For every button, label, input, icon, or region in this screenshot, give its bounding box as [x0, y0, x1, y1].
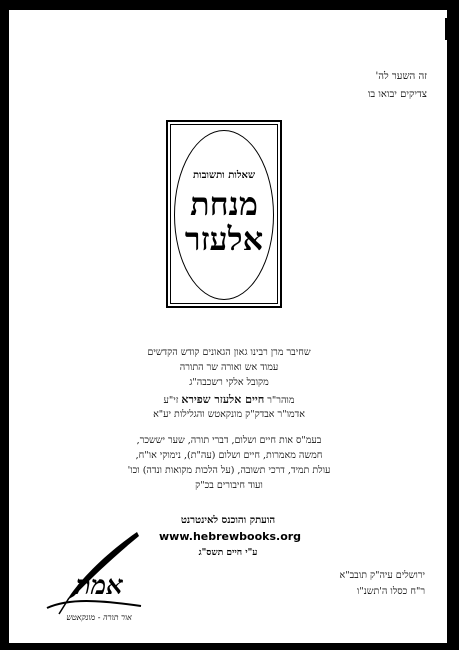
page-edge-mark: [445, 18, 448, 40]
works-line-4: ועוד חיבורים בכ"ק: [195, 480, 263, 491]
logo-text: אמת: [75, 571, 123, 601]
author-line-3: מקובל אלקי רשכבה"ג: [189, 377, 269, 388]
footer-date: ר"ח כסלו ה'תשנ"ו: [356, 586, 425, 597]
promo-line-3: ע"י חיים תשס"ג: [198, 548, 258, 558]
header-verse-line-1: זה השער לה': [375, 71, 427, 82]
author-line-4: [49, 393, 409, 407]
author-suffix: זי"ע: [163, 395, 179, 406]
author-name: חיים אלעזר שפירא: [181, 393, 265, 406]
book-title-page: [9, 10, 447, 643]
logo-caption: אור תורה - מונקאטש: [66, 613, 132, 622]
quill-nib-icon: [59, 598, 69, 614]
author-prefix: מוהר"ר: [267, 395, 295, 406]
publisher-logo: [41, 528, 153, 624]
promo-website-link[interactable]: www.hebrewbooks.org: [159, 530, 302, 543]
title-word-2: אלעזר: [184, 220, 264, 258]
author-line-5: אדמו"ר אבדק"ק מונקאטש והגלילות יע"א: [153, 409, 305, 420]
title-subtitle: שאלות ותשובות: [192, 170, 256, 181]
author-line-1: שחיבר מרן רבינו גאון הגאונים קודש הקדשים: [147, 347, 311, 358]
promo-line-1: הועתק והוכנס לאינטרנט: [180, 515, 276, 526]
works-line-3: עולת תמיד, דרכי תשובה, (על הלכות מקואות ונדה) וכו': [127, 465, 331, 476]
title-word-1: מנחת: [190, 185, 258, 223]
header-verse-line-2: צדיקים יבואו בו: [367, 89, 427, 100]
logo-swash-icon: [47, 601, 141, 608]
footer-place: ירושלים עיה"ק תובב"א: [339, 570, 425, 581]
title-frame: [166, 120, 282, 308]
author-line-2: עמוד אש ואורה שר התורה: [179, 362, 279, 373]
works-line-2: חמשה מאמרות, חיים ושלום (עה"ת), נימוקי או"ח,: [135, 450, 323, 461]
works-line-1: בעמ"ס אות חיים ושלום, דברי תורה, שער יששכר,: [136, 435, 322, 446]
